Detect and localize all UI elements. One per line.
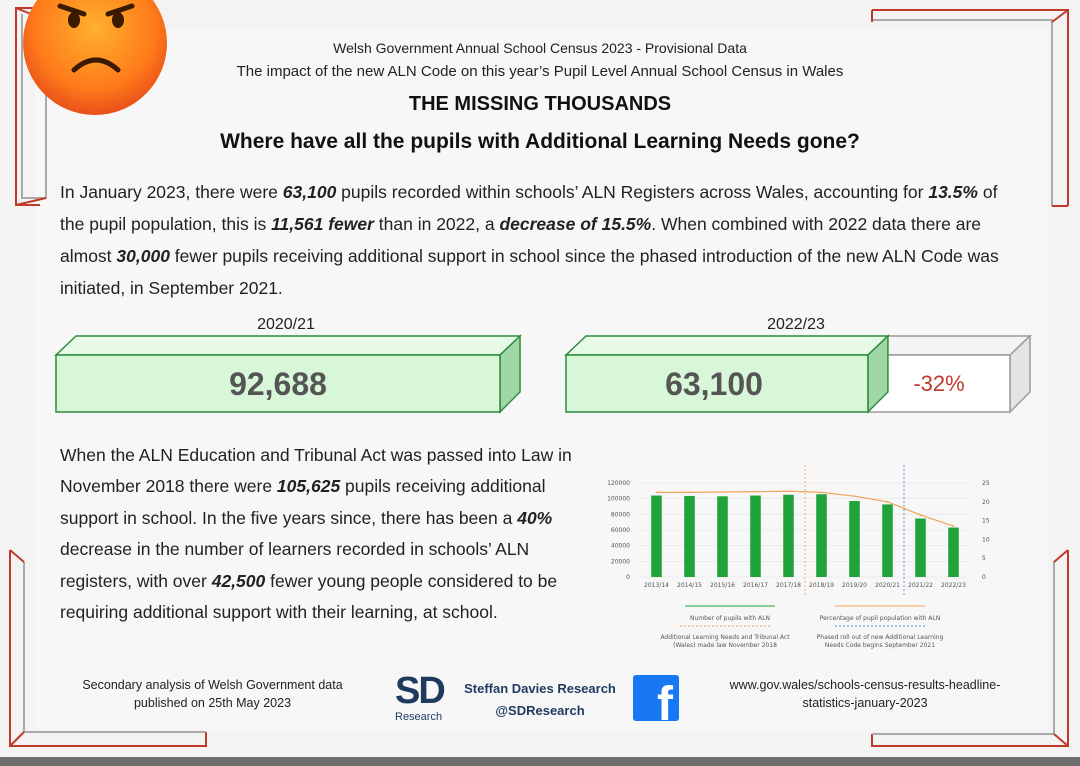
chart-left-tick-label: 0: [626, 574, 630, 581]
chart-bar: [915, 519, 926, 577]
intro-bold-percent: 13.5%: [928, 182, 978, 202]
chart-left-tick-label: 40000: [610, 542, 630, 550]
chart-line-point: [689, 492, 691, 494]
chart-bar: [651, 496, 662, 577]
chart-category-label: 2019/20: [842, 582, 867, 589]
chart-left-tick-label: 60000: [610, 527, 630, 534]
chart-right-tick-label: 5: [982, 555, 986, 563]
intro-paragraph: In January 2023, there were 63,100 pupils recorded within schools’ ALN Registers across Wales, accounting for 13.5% of the pupil population, this is 11,561 fewer than in 2022, a decrease of 15.5%. When combined with 2022 data there are almost 30,000 fewer pupils receiving additional support in school since the phased introduction of the new ALN Code was initiated, in September 2021.: [60, 182, 999, 298]
chart-category-label: 2017/18: [776, 582, 801, 589]
right-year-label: 2022/23: [767, 316, 825, 333]
chart-category-label: 2016/17: [743, 582, 768, 589]
chart-category-label: 2013/14: [644, 582, 669, 589]
page-question: Where have all the pupils with Additional Learning Needs gone?: [220, 130, 860, 153]
chart-left-tick-label: 20000: [610, 558, 630, 566]
chart-line-point: [920, 514, 922, 516]
change-percent: -32%: [913, 371, 965, 396]
header-subtitle-impact: The impact of the new ALN Code on this year’s Pupil Level Annual School Census in Wales: [236, 63, 844, 80]
history-bold-fewer: 42,500: [211, 570, 266, 591]
intro-bold-total: 30,000: [116, 246, 170, 266]
bottom-bar: [0, 757, 1080, 766]
history-paragraph: When the ALN Education and Tribunal Act was passed into Law in November 2018 there were 105,625 pupils receiving additional support in school. In the five years since, there has been a 40% decrease in the number of learners recorded in schools’ ALN registers, with over 42,500 fewer young people considered to be requiring additional support with their learning, at school.: [60, 445, 572, 623]
chart-bar: [816, 494, 827, 577]
facebook-icon[interactable]: f: [633, 675, 679, 721]
chart-right-tick-label: 10: [982, 536, 990, 544]
chart-category-label: 2022/23: [941, 582, 966, 589]
intro-bold-fewer: 11,561 fewer: [271, 214, 374, 234]
chart-left-tick-label: 80000: [610, 511, 630, 519]
footer-source-link[interactable]: www.gov.wales/schools-census-results-headline- statistics-january-2023: [729, 678, 1001, 710]
footer-source-note: Secondary analysis of Welsh Government data published on 25th May 2023: [82, 678, 343, 710]
chart-legend-label: Number of pupils with ALN: [689, 615, 771, 622]
chart-right-tick-label: 20: [982, 498, 990, 506]
right-value: 63,100: [665, 366, 763, 402]
chart-bar: [717, 496, 728, 577]
chart-bar: [948, 528, 959, 577]
chart-line-point: [656, 492, 658, 494]
chart-bar: [849, 501, 860, 577]
chart-line-point: [953, 525, 955, 527]
chart-bar: [750, 496, 761, 577]
chart-bar: [783, 495, 794, 577]
page-title: THE MISSING THOUSANDS: [408, 93, 672, 115]
chart-category-label: 2015/16: [710, 582, 735, 589]
chart-legend-label: Percentage of pupil population with ALN: [819, 615, 941, 622]
chart-series-line: [657, 491, 954, 526]
chart-line-point: [821, 492, 823, 494]
chart-category-label: 2021/22: [908, 582, 933, 589]
chart-annotation-caption: Additional Learning Needs and Tribunal Act (Wales) made law November 2018: [660, 634, 790, 649]
chart-line-point: [722, 491, 724, 493]
chart-category-label: 2014/15: [677, 582, 702, 589]
chart-bar: [684, 496, 695, 577]
aln-trend-chart: [600, 455, 1000, 660]
chart-right-tick-label: 25: [982, 480, 990, 487]
chart-category-label: 2018/19: [809, 582, 834, 589]
chart-left-tick-label: 120000: [607, 480, 630, 487]
footer-org: Steffan Davies Research @SDResearch: [464, 681, 616, 718]
history-bold-percent: 40%: [517, 507, 553, 528]
chart-annotation-caption: Phased roll out of new Additional Learning Needs Code begins September 2021: [816, 634, 944, 649]
chart-bar: [882, 504, 893, 577]
chart-category-label: 2020/21: [875, 582, 900, 589]
chart-line-point: [755, 491, 757, 493]
chart-line-point: [788, 490, 790, 492]
chart-line-point: [854, 495, 856, 497]
chart-line-point: [887, 501, 889, 503]
chart-right-tick-label: 15: [982, 517, 990, 525]
sd-research-logo: SD Research: [395, 670, 444, 723]
intro-bold-count: 63,100: [282, 182, 337, 202]
chart-right-tick-label: 0: [982, 574, 986, 581]
history-bold-count: 105,625: [276, 476, 341, 497]
left-value: 92,688: [229, 366, 327, 402]
chart-left-tick-label: 100000: [607, 495, 630, 503]
intro-bold-decrease: decrease of 15.5%: [499, 214, 652, 234]
header-subtitle-census: Welsh Government Annual School Census 2023 - Provisional Data: [333, 40, 747, 56]
left-year-label: 2020/21: [257, 316, 315, 333]
